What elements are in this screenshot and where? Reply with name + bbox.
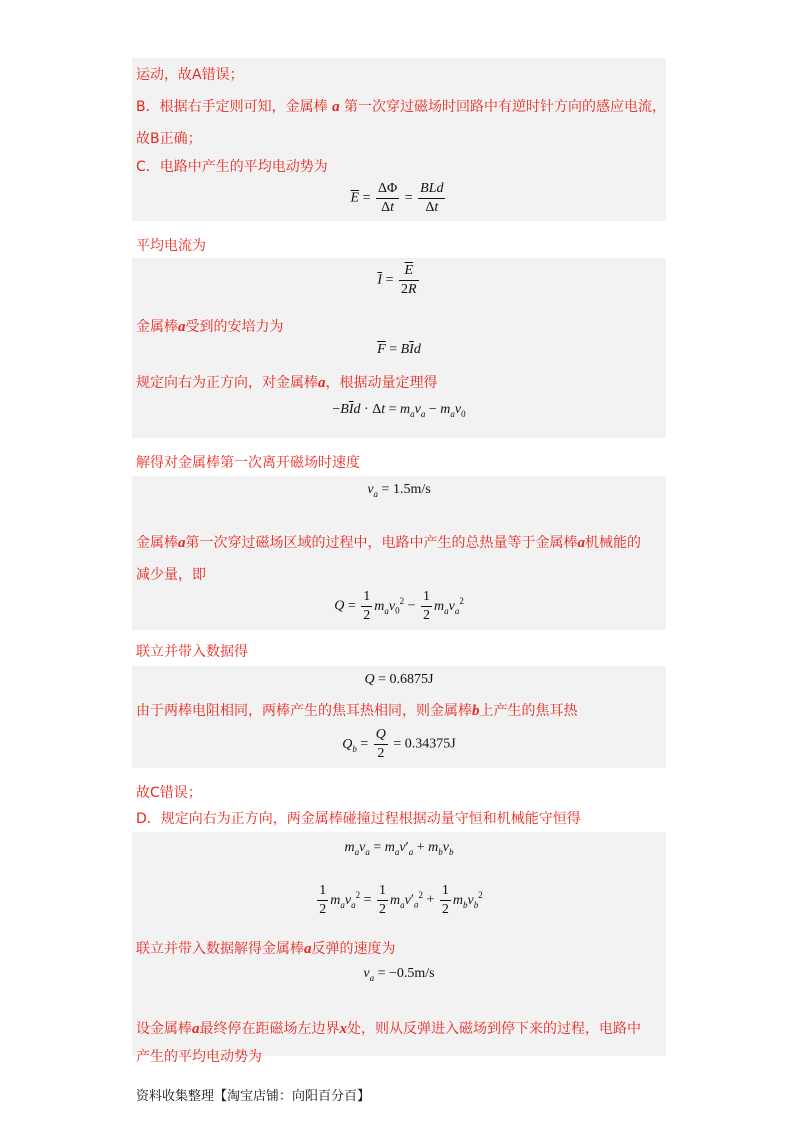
text-line: D．规定向右为正方向，两金属棒碰撞过程根据动量守恒和机械能守恒得 bbox=[136, 811, 581, 827]
text-line: 联立并带入数据解得金属棒a反弹的速度为 bbox=[136, 941, 396, 957]
text-line: 金属棒a第一次穿过磁场区域的过程中，电路中产生的总热量等于金属棒a机械能的 bbox=[136, 535, 641, 551]
text-line: 故C错误； bbox=[136, 785, 202, 801]
equation-va: $v_a = 1.5m/s$ bbox=[367, 482, 431, 499]
text-line: 平均电流为 bbox=[136, 238, 206, 254]
text-line: 规定向右为正方向，对金属棒a，根据动量定理得 bbox=[136, 375, 438, 391]
equation-energy-conservation: $\frac{1}{2}$ $m_av_a^2$ = $\frac{1}{2}$ $m_av'_a^2$ + $\frac{1}{2}$ $m_bv_b^2$ bbox=[319, 883, 483, 917]
equation-heat: Q = $\frac{1}{2}$ $m_av_0^2$ − $\frac{1}{2}$ $m_av_a^2$ bbox=[334, 589, 464, 623]
text-line: 运动，故A错误； bbox=[136, 67, 244, 83]
equation-momentum-conservation: $m_av_a = m_av'_a + m_bv_b$ bbox=[344, 840, 454, 857]
page-footer: 资料收集整理【淘宝店铺：向阳百分百】 bbox=[136, 1089, 371, 1104]
equation-emf: $\overline{E}$ = $\frac{\Delta\Phi}{\Delta t}$ = $\frac{\text{BLd}}{\Delta t}$ bbox=[350, 181, 444, 215]
text-line: 由于两棒电阻相同，两棒产生的焦耳热相同，则金属棒b上产生的焦耳热 bbox=[136, 703, 578, 719]
equation-va-rebound: $v_a = -0.5m/s$ bbox=[363, 966, 435, 983]
equation-current: $\overline{I}$ = $\frac{\overline{E}}{2R}$ bbox=[377, 263, 417, 297]
text-line: C．电路中产生的平均电动势为 bbox=[136, 159, 328, 175]
equation-qb: $Q_b$ = $\frac{Q}{2}$ = 0.34375J bbox=[342, 727, 456, 761]
text-line: 设金属棒a最终停在距磁场左边界x处，则从反弹进入磁场到停下来的过程，电路中 bbox=[136, 1021, 641, 1037]
text-line: 联立并带入数据得 bbox=[136, 644, 248, 660]
text-line: 金属棒a受到的安培力为 bbox=[136, 319, 284, 335]
equation-momentum: $-B\overline{I}d \cdot \Delta t = m_av_a - m_av_0$ bbox=[332, 402, 466, 419]
text-line: 故B正确； bbox=[136, 131, 202, 147]
equation-q: Q = 0.6875J bbox=[364, 672, 434, 687]
text-line: 产生的平均电动势为 bbox=[136, 1049, 262, 1065]
text-line: 解得对金属棒第一次离开磁场时速度 bbox=[136, 455, 360, 471]
text-line: B．根据右手定则可知，金属棒 a 第一次穿过磁场时回路中有逆时针方向的感应电流， bbox=[136, 99, 667, 115]
text-line: 减少量，即 bbox=[136, 567, 206, 583]
equation-force: $\overline{F} = B\overline{I}d$ bbox=[377, 342, 421, 357]
